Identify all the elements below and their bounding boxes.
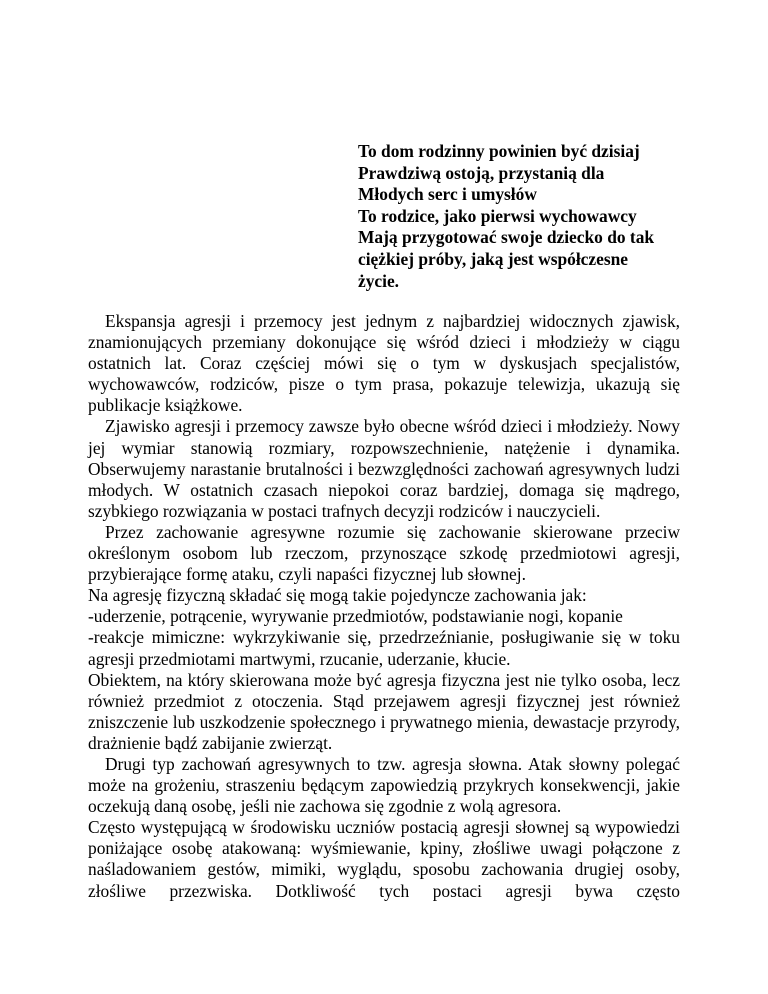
paragraph-phenomenon: Zjawisko agresji i przemocy zawsze było obecne wśród dzieci i młodzieży. Nowy jej wymiar stanowią rozmiary, rozpowszechnienie, natężenie i dynamika. Obserwujemy narastanie brutalności i bezwzględności zachowań agresywnych ludzi młodych. W ostatnich czasach niepokoi coraz bardziej, domaga się mądrego, szybkiego rozwiązania w postaci trafnych decyzji rodziców i nauczycieli. [88,416,680,521]
epigraph-line: To dom rodzinny powinien być dzisiaj [358,141,640,161]
epigraph-line: Mają przygotować swoje dziecko do tak [358,227,655,248]
paragraph-intro: Ekspansja agresji i przemocy jest jednym z najbardziej widocznych zjawisk, znamionujących przemiany dokonujące się wśród dzieci i młodzieży w ciągu ostatnich lat. Coraz częściej mówi się o tym w dyskusjach specjalistów, wychowawców, rodziców, pisze o tym prasa, pokazuje telewizja, ukazują się publikacje książkowe. [88,311,680,416]
epigraph-line: Prawdziwą ostoją, przystanią dla [358,162,605,183]
list-item-mimic-reactions: -reakcje mimiczne: wykrzykiwanie się, przedrzeźnianie, posługiwanie się w toku agresji przedmiotami martwymi, rzucanie, uderzanie, kłucie. [88,627,680,669]
paragraph-humiliation: Często występującą w środowisku uczniów postacią agresji słownej są wypowiedzi poniżające osobę atakowaną: wyśmiewanie, kpiny, złośliwe uwagi połączone z naśladowaniem gestów, mimiki, wyglądu, sposobu zachowania drugiej osoby, złośliwe przezwiska. Dotkliwość tych postaci agresji bywa często [88,817,680,901]
epigraph [358,141,688,292]
epigraph-line: życie. [358,270,400,291]
epigraph-line: ciężkiej próby, jaką jest współczesne [358,248,628,269]
list-item-physical-acts: -uderzenie, potrącenie, wyrywanie przedmiotów, podstawianie nogi, kopanie [88,606,623,627]
epigraph-line: Młodych serc i umysłów [358,184,537,205]
paragraph-physical-aggression-intro: Na agresję fizyczną składać się mogą takie pojedyncze zachowania jak: [88,585,587,606]
epigraph-line: To rodzice, jako pierwsi wychowawcy [358,205,637,226]
body-text [88,311,680,923]
paragraph-verbal-aggression: Drugi typ zachowań agresywnych to tzw. agresja słowna. Atak słowny polegać może na grożeniu, straszeniu będącym zapowiedzią przykrych konsekwencji, jakie oczekują daną osobę, jeśli nie zachowa się zgodnie z wolą agresora. [88,753,680,817]
paragraph-objects: Obiektem, na który skierowana może być agresja fizyczna jest nie tylko osoba, lecz również przedmiot z otoczenia. Stąd przejawem agresji fizycznej jest również zniszczenie lub uszkodzenie społecznego i prywatnego mienia, dewastacje przyrody, drażnienie bądź zabijanie zwierząt. [88,669,680,753]
paragraph-definition: Przez zachowanie agresywne rozumie się zachowanie skierowane przeciw określonym osobom lub rzeczom, przynoszące szkodę przedmiotowi agresji, przybierające formę ataku, czyli napaści fizycznej lub słownej. [88,521,680,585]
